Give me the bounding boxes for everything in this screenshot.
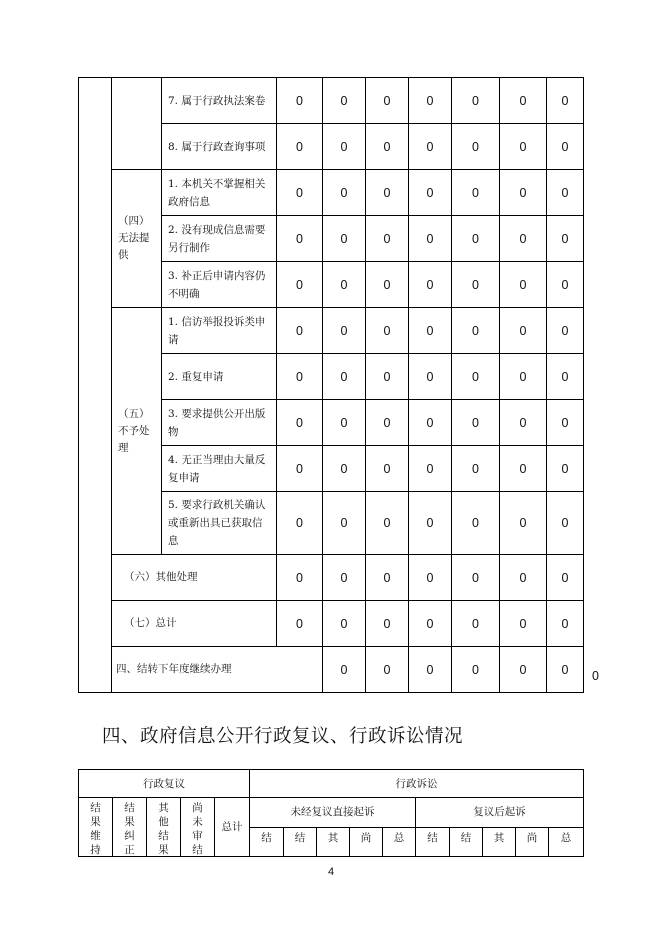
row-label: 1. 信访举报投诉类申请 bbox=[162, 308, 277, 354]
value-cell: 0 bbox=[452, 400, 500, 446]
value-cell: 0 bbox=[277, 216, 323, 262]
value-cell: 0 bbox=[366, 555, 409, 601]
value-cell: 0 bbox=[366, 400, 409, 446]
value-cell: 0 bbox=[500, 124, 547, 170]
row-label: 3. 补正后申请内容仍不明确 bbox=[162, 262, 277, 308]
review-col-other-text: 其他结果 bbox=[158, 802, 169, 856]
value-cell: 0 bbox=[547, 492, 584, 555]
review-col-pending bbox=[181, 798, 215, 857]
value-cell: 0 bbox=[500, 647, 547, 693]
row-label: 4. 无正当理由大量反复申请 bbox=[162, 446, 277, 492]
row-label: 1. 本机关不掌握相关政府信息 bbox=[162, 170, 277, 216]
value-cell: 0 bbox=[547, 78, 584, 124]
review-col-corrected bbox=[113, 798, 147, 857]
value-cell: 0 bbox=[452, 647, 500, 693]
value-cell: 0 bbox=[547, 555, 584, 601]
value-cell: 0 bbox=[277, 446, 323, 492]
after-review-suit-header: 复议后起诉 bbox=[416, 798, 584, 828]
value-cell: 0 bbox=[366, 124, 409, 170]
value-cell: 0 bbox=[277, 555, 323, 601]
category-3-cell bbox=[112, 78, 162, 170]
value-cell: 0 bbox=[409, 492, 452, 555]
value-cell: 0 bbox=[452, 78, 500, 124]
value-cell: 0 bbox=[366, 647, 409, 693]
carryover-label: 四、结转下年度继续办理 bbox=[112, 647, 323, 693]
review-col-other bbox=[147, 798, 181, 857]
row-label: 3. 要求提供公开出版物 bbox=[162, 400, 277, 446]
value-cell: 0 bbox=[500, 308, 547, 354]
value-cell: 0 bbox=[500, 400, 547, 446]
value-cell: 0 bbox=[452, 354, 500, 400]
value-cell: 0 bbox=[547, 601, 584, 647]
table-row bbox=[79, 170, 584, 216]
value-cell: 0 bbox=[452, 262, 500, 308]
value-cell: 0 bbox=[500, 555, 547, 601]
value-cell: 0 bbox=[277, 601, 323, 647]
admin-review-header: 行政复议 bbox=[79, 770, 250, 798]
page-number: 4 bbox=[327, 866, 335, 878]
row-label: 7. 属于行政执法案卷 bbox=[162, 78, 277, 124]
value-cell: 0 bbox=[277, 262, 323, 308]
value-cell: 0 bbox=[500, 216, 547, 262]
value-cell: 0 bbox=[452, 124, 500, 170]
value-cell: 0 bbox=[366, 354, 409, 400]
value-cell: 0 bbox=[366, 601, 409, 647]
value-cell: 0 bbox=[366, 262, 409, 308]
category-5-label: （五）不予处理 bbox=[112, 308, 162, 555]
value-cell: 0 bbox=[409, 216, 452, 262]
row-label: 8. 属于行政查询事项 bbox=[162, 124, 277, 170]
table-row bbox=[79, 555, 584, 601]
value-cell: 0 bbox=[323, 555, 366, 601]
value-cell: 0 bbox=[323, 601, 366, 647]
review-col-corrected-text: 结果纠正 bbox=[124, 802, 135, 856]
value-cell: 0 bbox=[500, 170, 547, 216]
table-row bbox=[79, 601, 584, 647]
table-row bbox=[79, 308, 584, 354]
value-cell: 0 bbox=[452, 170, 500, 216]
suit-col: 总 bbox=[383, 827, 416, 857]
value-cell: 0 bbox=[547, 308, 584, 354]
value-cell: 0 bbox=[323, 400, 366, 446]
value-cell: 0 bbox=[366, 492, 409, 555]
value-cell: 0 bbox=[500, 262, 547, 308]
value-cell: 0 bbox=[366, 446, 409, 492]
value-cell: 0 bbox=[452, 446, 500, 492]
row-label: 2. 没有现成信息需要另行制作 bbox=[162, 216, 277, 262]
value-cell: 0 bbox=[547, 400, 584, 446]
value-cell: 0 bbox=[452, 492, 500, 555]
value-cell: 0 bbox=[323, 124, 366, 170]
value-cell: 0 bbox=[277, 78, 323, 124]
review-total: 总计 bbox=[215, 798, 250, 857]
value-cell: 0 bbox=[547, 262, 584, 308]
suit-col: 其 bbox=[483, 827, 516, 857]
value-cell: 0 bbox=[452, 555, 500, 601]
value-cell: 0 bbox=[366, 216, 409, 262]
review-col-pending-text: 尚未审结 bbox=[192, 802, 203, 856]
value-cell: 0 bbox=[409, 647, 452, 693]
value-cell: 0 bbox=[452, 308, 500, 354]
review-litigation-table bbox=[78, 769, 584, 857]
suit-col: 结 bbox=[284, 827, 317, 857]
value-cell: 0 bbox=[323, 492, 366, 555]
value-cell: 0 bbox=[500, 446, 547, 492]
application-handling-table bbox=[78, 77, 599, 693]
value-cell: 0 bbox=[277, 400, 323, 446]
value-cell: 0 bbox=[409, 262, 452, 308]
category-6-label: （六）其他处理 bbox=[112, 555, 277, 601]
value-cell: 0 bbox=[500, 354, 547, 400]
value-cell: 0 bbox=[409, 78, 452, 124]
value-cell: 0 bbox=[409, 446, 452, 492]
outer-category-cell bbox=[79, 78, 112, 693]
value-cell: 0 bbox=[409, 400, 452, 446]
review-col-upheld bbox=[79, 798, 113, 857]
value-cell: 0 bbox=[500, 601, 547, 647]
value-cell: 0 bbox=[323, 308, 366, 354]
suit-col: 其 bbox=[317, 827, 350, 857]
value-cell: 0 bbox=[323, 216, 366, 262]
value-cell: 0 bbox=[500, 78, 547, 124]
value-cell: 0 bbox=[366, 170, 409, 216]
value-cell: 0 bbox=[409, 170, 452, 216]
table-row bbox=[79, 78, 584, 124]
value-cell: 0 bbox=[323, 78, 366, 124]
value-cell: 0 bbox=[547, 124, 584, 170]
suit-col: 结 bbox=[250, 827, 284, 857]
value-cell: 0 bbox=[409, 555, 452, 601]
value-cell: 0 bbox=[366, 78, 409, 124]
value-cell: 0 bbox=[409, 354, 452, 400]
value-cell: 0 bbox=[323, 262, 366, 308]
value-cell: 0 bbox=[547, 170, 584, 216]
suit-col: 结 bbox=[450, 827, 483, 857]
table-row: 四、结转下年度继续办理 0 0 0 0 0 0 0 bbox=[79, 647, 584, 693]
value-cell: 0 bbox=[277, 170, 323, 216]
section-title: 四、政府信息公开行政复议、行政诉讼情况 bbox=[102, 726, 464, 747]
value-cell: 0 bbox=[547, 647, 584, 693]
value-cell: 0 bbox=[409, 124, 452, 170]
value-cell: 0 bbox=[547, 354, 584, 400]
value-cell: 0 bbox=[277, 492, 323, 555]
value-cell: 0 bbox=[323, 647, 366, 693]
value-cell: 0 bbox=[500, 492, 547, 555]
value-cell: 0 bbox=[409, 308, 452, 354]
value-cell: 0 bbox=[323, 446, 366, 492]
suit-col: 尚 bbox=[516, 827, 549, 857]
suit-col: 结 bbox=[416, 827, 450, 857]
suit-col: 总 bbox=[549, 827, 584, 857]
value-cell: 0 bbox=[547, 216, 584, 262]
category-7-label: （七）总计 bbox=[112, 601, 277, 647]
value-cell: 0 bbox=[452, 216, 500, 262]
suit-col: 尚 bbox=[350, 827, 383, 857]
value-cell: 0 bbox=[277, 354, 323, 400]
category-4-label: （四）无法提供 bbox=[112, 170, 162, 308]
direct-suit-header: 未经复议直接起诉 bbox=[250, 798, 416, 828]
review-col-upheld-text: 结果维持 bbox=[90, 802, 101, 856]
value-cell: 0 bbox=[323, 170, 366, 216]
value-cell: 0 bbox=[409, 601, 452, 647]
value-cell: 0 bbox=[452, 601, 500, 647]
value-cell: 0 bbox=[277, 124, 323, 170]
value-cell: 0 bbox=[366, 308, 409, 354]
row-label: 5. 要求行政机关确认或重新出具已获取信息 bbox=[162, 492, 277, 555]
admin-litigation-header: 行政诉讼 bbox=[250, 770, 584, 798]
value-cell: 0 bbox=[547, 446, 584, 492]
value-cell: 0 bbox=[323, 354, 366, 400]
row-label: 2. 重复申请 bbox=[162, 354, 277, 400]
value-cell: 0 bbox=[277, 308, 323, 354]
